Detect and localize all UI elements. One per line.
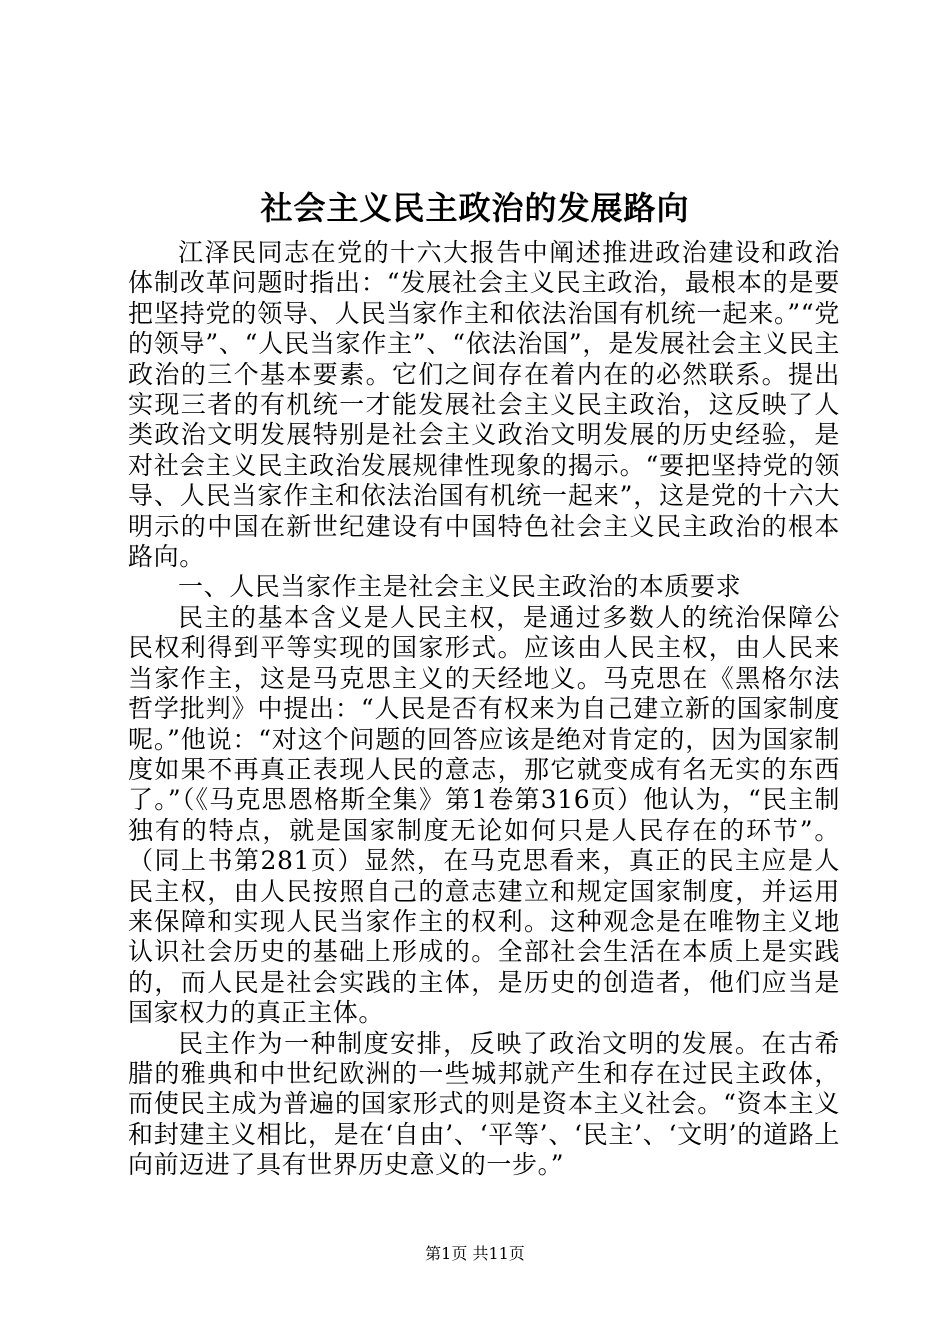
page-number-footer: 第1页 共11页 bbox=[425, 1244, 525, 1263]
section-heading-1: 一、人民当家作主是社会主义民主政治的本质要求 bbox=[178, 572, 742, 602]
paragraph-democracy-meaning: 民主的基本含义是人民主权，是通过多数人的统治保障公民权利得到平等实现的国家形式。应该由人民主权，由人民来当家作主，这是马克思主义的天经地义。马克思在《黑格尔法哲学批判》中提出：“人民是否有权来为自己建立新的国家制度呢。”他说：“对这个问题的回答应该是绝对肯定的，因为国家制度如果不再真正表现人民的意志，那它就变成有名无实的东西了。”（《马克思恩格斯全集》第1卷第316页）他认为，“民主制独有的特点，就是国家制度无论如何只是人民存在的环节”。（同上书第281页）显然，在马克思看来，真正的民主应是人民主权，由人民按照自己的意志建立和规定国家制度，并运用来保障和实现人民当家作主的权利。这种观念是在唯物主义地认识社会历史的基础上形成的。全部社会生活在本质上是实践的，而人民是社会实践的主体，是历史的创造者，他们应当是国家权力的真正主体。 bbox=[128, 602, 840, 1028]
paragraph-democracy-institution: 民主作为一种制度安排，反映了政治文明的发展。在古希腊的雅典和中世纪欧洲的一些城邦就产生和存在过民主政体，而使民主成为普遍的国家形式的则是资本主义社会。“资本主义和封建主义相比，是在‘自由’、‘平等’、‘民主’、‘文明’的道路上向前迈进了具有世界历史意义的一步。” bbox=[128, 1028, 840, 1180]
document-title: 社会主义民主政治的发展路向 bbox=[260, 189, 690, 227]
document-body bbox=[128, 238, 840, 1181]
paragraph-intro: 江泽民同志在党的十六大报告中阐述推进政治建设和政治体制改革问题时指出：“发展社会主义民主政治，最根本的是要把坚持党的领导、人民当家作主和依法治国有机统一起来。”“党的领导”、“人民当家作主”、“依法治国”，是发展社会主义民主政治的三个基本要素。它们之间存在着内在的必然联系。提出实现三者的有机统一才能发展社会主义民主政治，这反映了人类政治文明发展特别是社会主义政治文明发展的历史经验，是对社会主义民主政治发展规律性现象的揭示。“要把坚持党的领导、人民当家作主和依法治国有机统一起来”，这是党的十六大明示的中国在新世纪建设有中国特色社会主义民主政治的根本路向。 bbox=[128, 238, 840, 572]
